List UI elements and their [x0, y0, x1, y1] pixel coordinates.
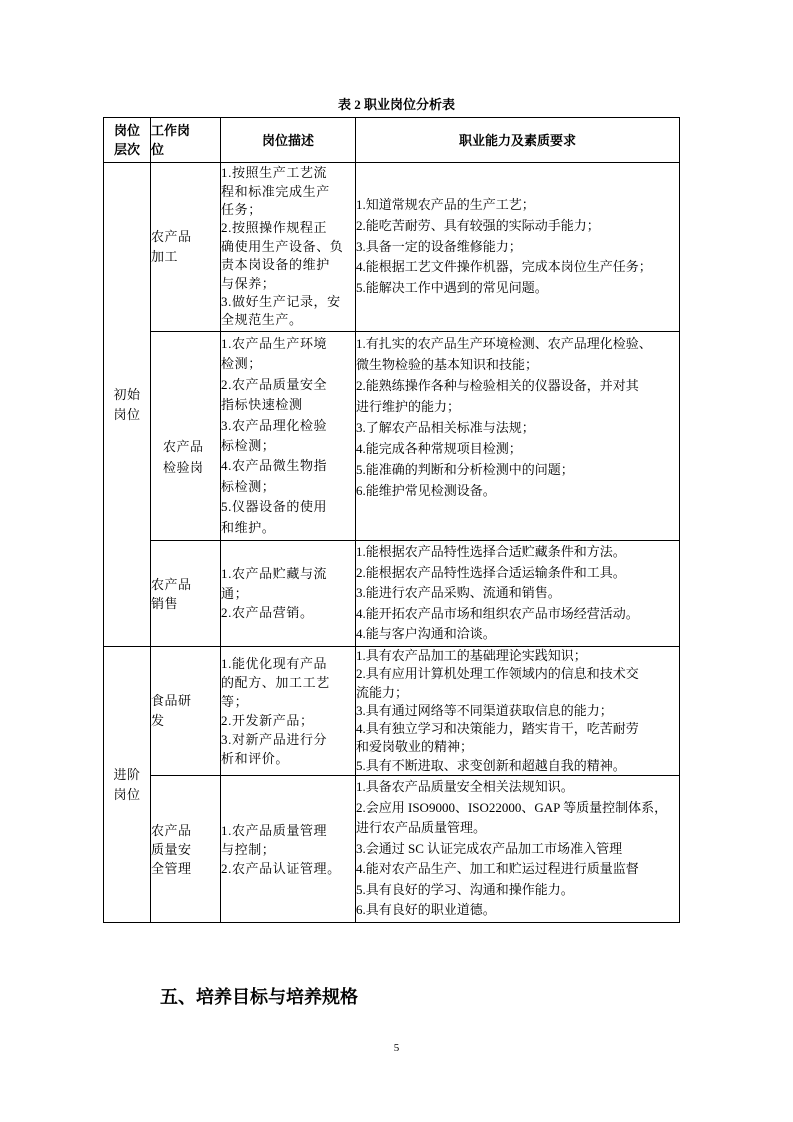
- table-header-row: [104, 118, 680, 163]
- description-line: 通；: [221, 585, 249, 601]
- level-label-line: 初始: [113, 386, 141, 402]
- post-name-line: 农产品: [163, 439, 204, 454]
- description-line: 3.做好生产记录，安: [221, 294, 341, 310]
- level-label-lines: [104, 765, 150, 805]
- table-row: [104, 541, 680, 647]
- table-row: [104, 332, 680, 541]
- requirements-cell: [356, 163, 680, 332]
- requirements-cell: [356, 647, 680, 776]
- requirement-lines: [356, 333, 679, 501]
- description-line: 标检测；: [221, 438, 276, 453]
- post-name-line: 销售: [151, 595, 179, 611]
- description-lines: [221, 164, 355, 330]
- header-label-line: 岗位描述: [261, 132, 314, 148]
- post-name-line: 检验岗: [163, 460, 204, 475]
- requirement-line: 4.能开拓农产品市场和组织农产品市场经营活动。: [356, 605, 639, 621]
- description-line: 全规范生产。: [221, 312, 303, 328]
- header-post-description: [221, 118, 356, 163]
- requirement-line: 6.能维护常见检测设备。: [356, 483, 496, 498]
- description-line: 的配方、加工工艺: [221, 675, 330, 690]
- table-row: [104, 647, 680, 776]
- requirement-line: 2.能熟练操作各种与检验相关的仪器设备，并对其: [356, 378, 639, 393]
- header-label-line: 职业能力及素质要求: [458, 132, 576, 148]
- requirement-line: 2.会应用 ISO9000、ISO22000、GAP 等质量控制体系，: [356, 799, 668, 815]
- post-name-lines: [151, 691, 220, 731]
- level-label-lines: [104, 385, 150, 425]
- description-lines: [221, 334, 355, 538]
- header-label-lines: [104, 121, 150, 159]
- description-line: 4.农产品微生物指: [221, 458, 328, 474]
- requirement-line: 5.能解决工作中遇到的常见问题。: [356, 280, 548, 296]
- requirement-line: 2.能吃苦耐劳、具有较强的实际动手能力；: [356, 217, 600, 233]
- description-line: 和维护。: [221, 519, 276, 535]
- description-line: 3.农产品理化检验: [221, 417, 328, 433]
- description-line: 5.仪器设备的使用: [221, 499, 328, 515]
- description-line: 确使用生产设备、负: [221, 238, 344, 254]
- requirement-line: 4.能与客户沟通和洽谈。: [356, 626, 496, 642]
- requirement-line: 4.能对农产品生产、加工和贮运过程进行质量监督: [356, 861, 639, 877]
- requirement-line: 1.能根据农产品特性选择合适贮藏条件和方法。: [356, 544, 626, 560]
- post-name-line: 全管理: [151, 860, 192, 876]
- description-line: 1.按照生产工艺流: [221, 165, 328, 181]
- requirement-lines: [356, 195, 679, 299]
- post-name-lines: [151, 227, 220, 267]
- post-cell: [151, 647, 221, 776]
- description-cell: [221, 332, 356, 541]
- description-line: 1.农产品质量管理: [221, 822, 328, 838]
- header-label-lines: [221, 131, 355, 150]
- post-cell: [151, 541, 221, 647]
- description-line: 1.农产品贮藏与流: [221, 566, 328, 582]
- description-line: 2.农产品营销。: [221, 605, 314, 621]
- description-lines: [221, 654, 355, 768]
- requirement-line: 和爱岗敬业的精神；: [356, 739, 474, 755]
- header-ability-requirements: [356, 118, 680, 163]
- requirement-line: 进行维护的能力；: [356, 399, 461, 414]
- header-label-line: 岗位: [113, 123, 140, 138]
- description-line: 2.按照操作规程正: [221, 220, 328, 236]
- requirement-line: 进行农产品质量管理。: [356, 820, 487, 836]
- job-position-analysis-table: [103, 117, 680, 923]
- post-cell: [151, 332, 221, 541]
- requirement-line: 4.能完成各种常规项目检测；: [356, 441, 522, 456]
- requirement-lines: [356, 647, 679, 774]
- requirement-line: 5.具有良好的学习、沟通和操作能力。: [356, 881, 574, 897]
- level-label-line: 进阶: [113, 766, 141, 782]
- description-line: 与保养；: [221, 275, 276, 291]
- header-job-post: [151, 118, 221, 163]
- description-line: 1.农产品生产环境: [221, 335, 328, 351]
- requirement-line: 2.能根据农产品特性选择合适运输条件和工具。: [356, 564, 626, 580]
- requirement-line: 5.具有不断进取、求变创新和超越自我的精神。: [356, 757, 626, 773]
- description-lines: [221, 821, 355, 878]
- requirement-line: 4.具有独立学习和决策能力，踏实肯干，吃苦耐劳: [356, 721, 639, 737]
- description-line: 2.农产品质量安全: [221, 376, 328, 392]
- post-name-line: 农产品: [151, 229, 192, 244]
- description-line: 2.农产品认证管理。: [221, 860, 341, 876]
- post-name-line: 加工: [151, 249, 179, 264]
- description-cell: [221, 647, 356, 776]
- post-cell: [151, 776, 221, 923]
- description-line: 1.能优化现有产品: [221, 656, 328, 671]
- level-label-line: 岗位: [113, 786, 141, 802]
- post-name-line: 农产品: [151, 576, 192, 592]
- level-cell-advanced: [104, 647, 151, 923]
- page-number: 5: [393, 1042, 400, 1054]
- header-label-line: 位: [151, 142, 165, 157]
- requirement-lines: [356, 542, 679, 645]
- requirement-line: 4.能根据工艺文件操作机器，完成本岗位生产任务；: [356, 259, 652, 275]
- header-label-lines: [356, 131, 679, 150]
- header-position-level: [104, 118, 151, 163]
- description-cell: [221, 541, 356, 647]
- description-line: 检测；: [221, 356, 262, 372]
- header-label-line: 层次: [113, 142, 140, 157]
- description-cell: [221, 776, 356, 923]
- post-name-lines: [163, 436, 220, 478]
- post-name-lines: [151, 575, 220, 613]
- header-label-lines: [151, 121, 220, 159]
- requirement-line: 1.有扎实的农产品生产环境检测、农产品理化检验、: [356, 336, 652, 351]
- description-line: 指标快速检测: [221, 397, 303, 413]
- requirement-line: 3.具有通过网络等不同渠道获取信息的能力；: [356, 702, 613, 718]
- level-label-line: 岗位: [113, 406, 141, 422]
- requirement-line: 3.了解农产品相关标准与法规；: [356, 420, 535, 435]
- description-line: 标检测；: [221, 478, 276, 494]
- requirement-line: 3.会通过 SC 认证完成农产品加工市场准入管理: [356, 840, 623, 856]
- table-row: [104, 776, 680, 923]
- post-cell: [151, 163, 221, 332]
- requirement-line: 5.能准确的判断和分析检测中的问题；: [356, 462, 574, 477]
- requirement-line: 1.具备农产品质量安全相关法规知识。: [356, 779, 574, 795]
- post-name-line: 质量安: [151, 841, 192, 857]
- description-line: 程和标准完成生产: [221, 183, 330, 199]
- requirements-cell: [356, 332, 680, 541]
- table-caption: 表 2 职业岗位分析表: [337, 97, 455, 112]
- requirement-line: 6.具有良好的职业道德。: [356, 902, 496, 918]
- post-name-line: 发: [151, 713, 165, 728]
- description-line: 等；: [221, 694, 249, 709]
- header-label-line: 工作岗: [151, 123, 191, 138]
- requirement-line: 1.知道常规农产品的生产工艺；: [356, 197, 535, 212]
- description-lines: [221, 564, 355, 623]
- description-line: 任务；: [221, 201, 262, 217]
- description-line: 责本岗设备的维护: [221, 257, 330, 273]
- requirements-cell: [356, 776, 680, 923]
- post-name-lines: [151, 821, 220, 878]
- post-name-line: 农产品: [151, 822, 192, 838]
- post-name-line: 食品研: [151, 693, 192, 708]
- description-line: 与控制；: [221, 841, 276, 857]
- description-line: 析和评价。: [221, 751, 290, 766]
- description-line: 3.对新产品进行分: [221, 732, 328, 747]
- table-row: [104, 163, 680, 332]
- requirement-line: 3.能进行农产品采购、流通和销售。: [356, 585, 561, 601]
- description-cell: [221, 163, 356, 332]
- requirements-cell: [356, 541, 680, 647]
- requirement-line: 2.具有应用计算机处理工作领域内的信息和技术交: [356, 666, 639, 682]
- description-line: 2.开发新产品；: [221, 713, 314, 728]
- level-cell-initial: [104, 163, 151, 647]
- requirement-line: 流能力；: [356, 684, 409, 700]
- requirement-line: 微生物检验的基本知识和技能；: [356, 357, 539, 372]
- requirement-line: 1.具有农产品加工的基础理论实践知识；: [356, 648, 587, 664]
- requirement-lines: [356, 777, 679, 921]
- requirement-line: 3.具备一定的设备维修能力；: [356, 238, 522, 254]
- section-heading: 五、培养目标与培养规格: [160, 987, 358, 1008]
